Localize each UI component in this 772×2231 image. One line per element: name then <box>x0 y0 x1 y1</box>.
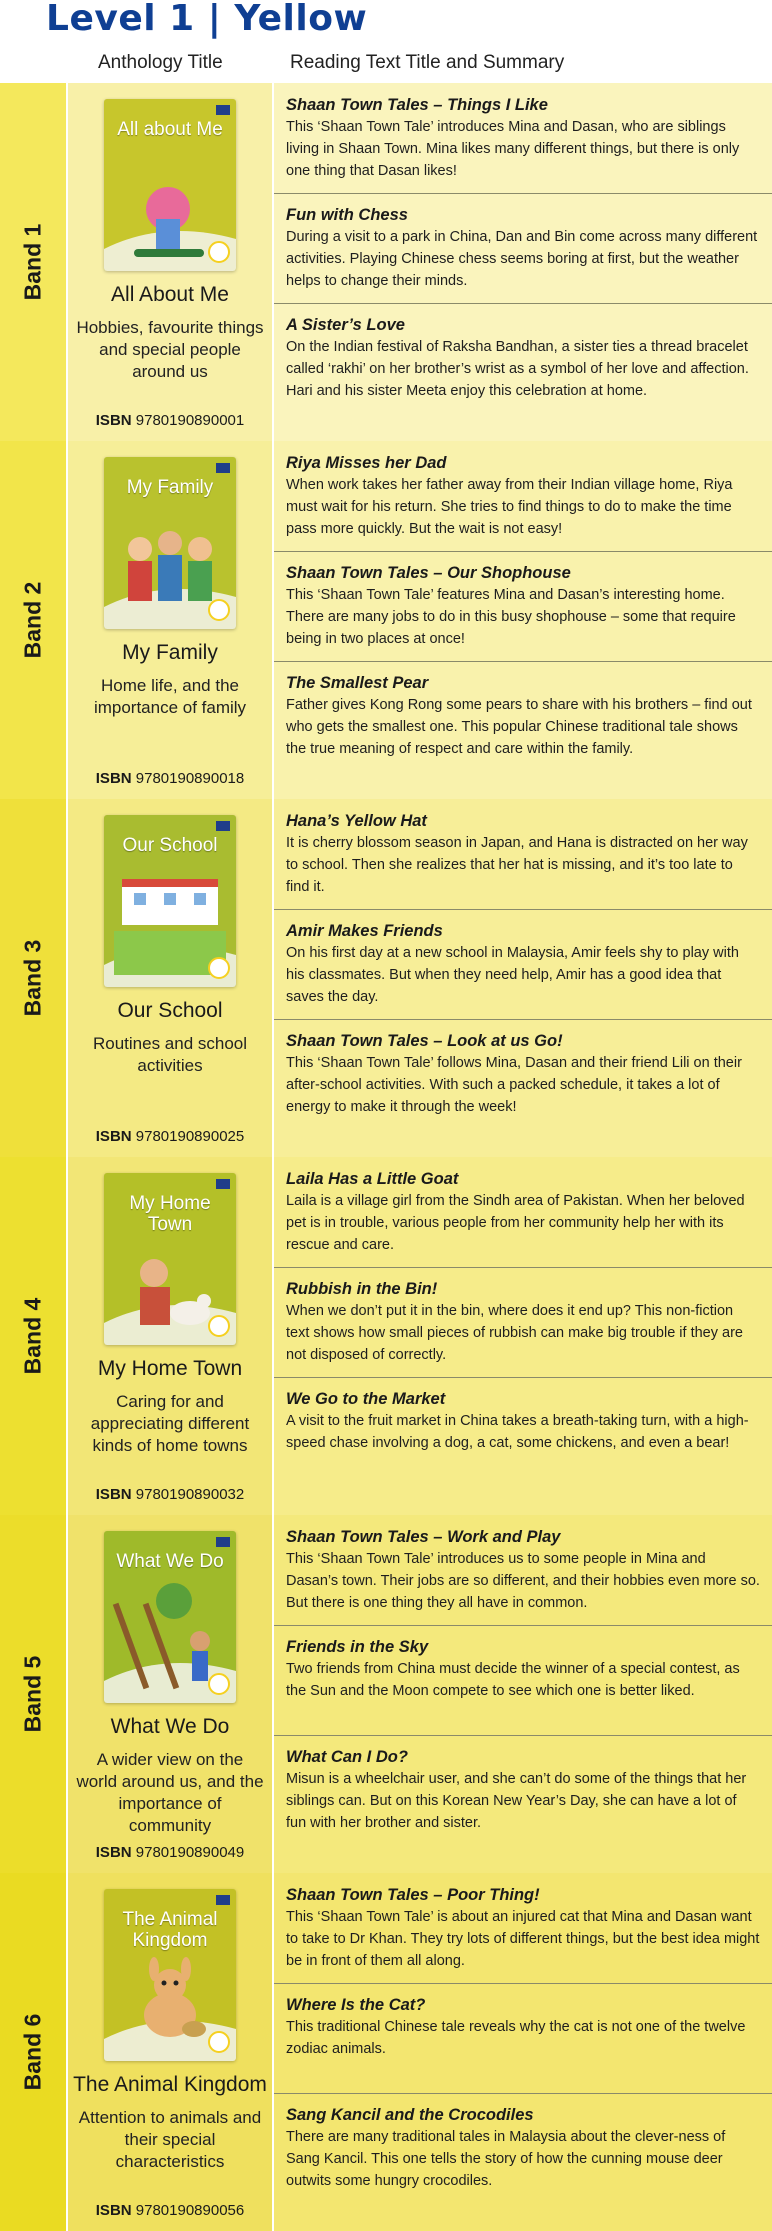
level-badge-icon <box>208 599 230 621</box>
reading-text-summary: During a visit to a park in China, Dan and Bin come across many different activities. Playing Chinese chess seems boring at first, but the weather helps to change their minds. <box>286 229 758 289</box>
publisher-logo <box>216 105 230 115</box>
divider <box>274 909 772 910</box>
divider <box>274 1019 772 1020</box>
band-label: Band 3 <box>19 939 46 1017</box>
divider <box>274 661 772 662</box>
reading-text-summary: On his first day at a new school in Malaysia, Amir feels shy to play with his classmates. But when they need help, Amir has a good idea that saves the day. <box>286 945 739 1005</box>
band-label-cell <box>0 1515 66 1873</box>
band-row <box>0 1157 772 1515</box>
reading-text-summary: Misun is a wheelchair user, and she can’t do some of the things that her siblings can. But on this Korean New Year’s Day, she can have a lot of fun with her brother and sister. <box>286 1771 747 1831</box>
anthology-cell <box>68 1157 272 1515</box>
reading-text-item <box>286 2105 760 2192</box>
reading-texts-cell <box>274 1873 772 2231</box>
level-badge-icon <box>208 957 230 979</box>
reading-text-summary: Two friends from China must decide the winner of a special contest, as the Sun and the Moon compete to see which one is better liked. <box>286 1661 740 1699</box>
anthology-description: Caring for and appreciating different kinds of home towns <box>90 1392 250 1455</box>
isbn <box>68 412 272 429</box>
column-header-reading-text: Reading Text Title and Summary <box>290 52 565 73</box>
reading-text-summary: This traditional Chinese tale reveals why the cat is not one of the twelve zodiac animals. <box>286 2019 746 2057</box>
reading-text-item <box>286 1527 760 1614</box>
reading-text-summary: This ‘Shaan Town Tale’ introduces us to some people in Mina and Dasan’s town. Their jobs are so different, and their hobbies even more so. But there is one thing they all have in common. <box>286 1551 760 1611</box>
reading-text-item <box>286 1885 760 1972</box>
reading-text-item <box>286 95 760 182</box>
cover-title: My Family <box>126 477 214 498</box>
publisher-logo <box>216 1179 230 1189</box>
reading-text-title: Rubbish in the Bin! <box>286 1280 438 1298</box>
anthology-description: Home life, and the importance of family <box>93 676 247 717</box>
reading-texts-cell <box>274 441 772 799</box>
isbn-number: 9780190890018 <box>135 770 245 787</box>
reading-text-item <box>286 673 760 760</box>
reading-text-title: Laila Has a Little Goat <box>286 1170 459 1188</box>
divider <box>274 1735 772 1736</box>
page-title: Level 1 | Yellow <box>46 0 368 39</box>
reading-texts-cell <box>274 1157 772 1515</box>
reading-text-title: Hana’s Yellow Hat <box>286 812 427 830</box>
anthology-title: Our School <box>117 999 223 1022</box>
reading-text-title: Sang Kancil and the Crocodiles <box>286 2106 534 2124</box>
reading-text-summary: This ‘Shaan Town Tale’ is about an injured cat that Mina and Dasan want to take to Dr Khan. They try lots of different things, but the best idea might be in front of them all along. <box>286 1909 760 1969</box>
reading-text-summary: Laila is a village girl from the Sindh area of Pakistan. When her beloved pet is in trouble, various people from her community help her with its rescue and care. <box>286 1193 745 1253</box>
anthology-title: My Home Town <box>97 1357 243 1380</box>
reading-text-title: Shaan Town Tales – Work and Play <box>286 1528 561 1546</box>
band-label: Band 1 <box>19 223 46 301</box>
isbn <box>68 1486 272 1503</box>
reading-text-item <box>286 1995 760 2060</box>
reading-texts-cell <box>274 83 772 441</box>
cover-title: The Animal Kingdom <box>122 1909 218 1951</box>
anthology-cell <box>68 441 272 799</box>
reading-text-summary: There are many traditional tales in Malaysia about the clever-ness of Sang Kancil. This one tells the story of how the cunning mouse deer outwits some hungry crocodiles. <box>286 2129 726 2189</box>
isbn-number: 9780190890049 <box>135 1844 245 1861</box>
publisher-logo <box>216 821 230 831</box>
cover-title: What We Do <box>116 1551 224 1572</box>
band-label: Band 5 <box>19 1655 46 1733</box>
publisher-logo <box>216 1537 230 1547</box>
reading-text-item <box>286 453 760 540</box>
band-row <box>0 799 772 1157</box>
band-row <box>0 1515 772 1873</box>
reading-text-title: What Can I Do? <box>286 1748 408 1766</box>
reading-text-title: We Go to the Market <box>286 1390 446 1408</box>
book-cover-image <box>104 1889 236 2061</box>
divider <box>274 551 772 552</box>
band-label-cell <box>0 441 66 799</box>
band-label-cell <box>0 799 66 1157</box>
divider <box>274 1983 772 1984</box>
reading-text-title: Shaan Town Tales – Look at us Go! <box>286 1032 563 1050</box>
reading-text-title: Shaan Town Tales – Our Shophouse <box>286 564 571 582</box>
anthology-cell <box>68 1515 272 1873</box>
reading-text-summary: Father gives Kong Rong some pears to share with his brothers – find out who gets the smallest one. This popular Chinese traditional tale shows the true meaning of respect and care within the family. <box>286 697 752 757</box>
book-cover-image <box>104 815 236 987</box>
reading-text-summary: On the Indian festival of Raksha Bandhan, a sister ties a thread bracelet called ‘rakhi’ on her brother’s wrist as a symbol of her love and affection. Hari and his sister Meeta enjoy this celebration at home. <box>286 339 749 399</box>
divider <box>274 1377 772 1378</box>
band-label-cell <box>0 1157 66 1515</box>
reading-text-item <box>286 1747 760 1834</box>
publisher-logo <box>216 1895 230 1905</box>
isbn-label: ISBN <box>95 412 132 429</box>
reading-text-item <box>286 1637 760 1702</box>
publisher-logo <box>216 463 230 473</box>
reading-text-summary: This ‘Shaan Town Tale’ follows Mina, Dasan and their friend Lili on their after-school activities. With such a packed schedule, it takes a lot of energy to make it through the week! <box>286 1055 742 1115</box>
band-label: Band 6 <box>19 2013 46 2091</box>
band-row <box>0 1873 772 2231</box>
reading-text-item <box>286 1031 760 1118</box>
book-cover-image <box>104 99 236 271</box>
level-badge-icon <box>208 2031 230 2053</box>
anthology-title: My Family <box>122 641 218 664</box>
level-badge-icon <box>208 241 230 263</box>
reading-text-item <box>286 205 760 292</box>
divider <box>274 303 772 304</box>
reading-text-item <box>286 811 760 898</box>
reading-text-item <box>286 563 760 650</box>
isbn-number: 9780190890056 <box>135 2202 245 2219</box>
band-row <box>0 441 772 799</box>
isbn <box>68 1844 272 1861</box>
book-cover-image <box>104 457 236 629</box>
reading-text-title: Shaan Town Tales – Poor Thing! <box>286 1886 540 1904</box>
book-cover-image <box>104 1173 236 1345</box>
reading-text-item <box>286 921 760 1008</box>
band-label: Band 4 <box>19 1297 46 1375</box>
reading-text-summary: A visit to the fruit market in China takes a breath-taking turn, with a high-speed chase involving a dog, a cat, some chickens, and even a bear! <box>286 1413 749 1451</box>
anthology-title: What We Do <box>110 1715 230 1738</box>
reading-text-summary: This ‘Shaan Town Tale’ introduces Mina and Dasan, who are siblings living in Shaan Town. Mina likes many different things, but there is only one thing that Dasan likes! <box>286 119 740 179</box>
column-header-anthology: Anthology Title <box>98 52 223 73</box>
reading-text-title: Riya Misses her Dad <box>286 454 447 472</box>
reading-text-summary: It is cherry blossom season in Japan, and Hana is distracted on her way to school. Then she realizes that her hat is missing, and it’s too late to find it. <box>286 835 748 895</box>
anthology-description: Attention to animals and their special characteristics <box>78 2108 262 2171</box>
anthology-cell <box>68 799 272 1157</box>
reading-text-summary: This ‘Shaan Town Tale’ features Mina and Dasan’s interesting home. There are many jobs to do in this busy shophouse – some that require being in two places at once! <box>286 587 736 647</box>
divider <box>274 1625 772 1626</box>
isbn <box>68 1128 272 1145</box>
reading-text-title: Amir Makes Friends <box>286 922 443 940</box>
isbn-label: ISBN <box>95 1486 132 1503</box>
divider <box>274 2093 772 2094</box>
reading-texts-cell <box>274 1515 772 1873</box>
cover-title: Our School <box>122 835 218 856</box>
band-label: Band 2 <box>19 581 46 659</box>
book-cover-image <box>104 1531 236 1703</box>
anthology-title: The Animal Kingdom <box>73 2073 267 2096</box>
isbn <box>68 2202 272 2219</box>
isbn-label: ISBN <box>95 1128 132 1145</box>
reading-text-item <box>286 315 760 402</box>
band-label-cell <box>0 1873 66 2231</box>
isbn-label: ISBN <box>95 2202 132 2219</box>
level-badge-icon <box>208 1673 230 1695</box>
isbn-number: 9780190890001 <box>135 412 245 429</box>
divider <box>274 193 772 194</box>
reading-text-title: The Smallest Pear <box>286 674 429 692</box>
reading-text-title: Friends in the Sky <box>286 1638 429 1656</box>
level-badge-icon <box>208 1315 230 1337</box>
anthology-description: Hobbies, favourite things and special people around us <box>76 318 264 381</box>
reading-texts-cell <box>274 799 772 1157</box>
isbn-label: ISBN <box>95 1844 132 1861</box>
reading-text-summary: When we don’t put it in the bin, where does it end up? This non-fiction text shows how small pieces of rubbish can make big trouble if they are not disposed of correctly. <box>286 1303 743 1363</box>
isbn-number: 9780190890032 <box>135 1486 245 1503</box>
isbn-number: 9780190890025 <box>135 1128 245 1145</box>
anthology-title: All About Me <box>111 283 229 306</box>
reading-text-title: A Sister’s Love <box>286 316 405 334</box>
reading-text-summary: When work takes her father away from their Indian village home, Riya must wait for his return. She tries to find things to do to make the time pass more quickly. But the wait is not easy! <box>286 477 733 537</box>
cover-title: My Home Town <box>129 1193 211 1235</box>
reading-text-title: Fun with Chess <box>286 206 408 224</box>
divider <box>274 1267 772 1268</box>
anthology-description: A wider view on the world around us, and the importance of community <box>76 1750 264 1835</box>
isbn <box>68 770 272 787</box>
band-label-cell <box>0 83 66 441</box>
reading-text-item <box>286 1169 760 1256</box>
anthology-cell <box>68 1873 272 2231</box>
reading-text-item <box>286 1279 760 1366</box>
reading-text-item <box>286 1389 760 1454</box>
isbn-label: ISBN <box>95 770 132 787</box>
anthology-cell <box>68 83 272 441</box>
cover-title: All about Me <box>117 119 223 140</box>
band-row <box>0 83 772 441</box>
anthology-description: Routines and school activities <box>92 1034 248 1075</box>
reading-text-title: Shaan Town Tales – Things I Like <box>286 96 548 114</box>
reading-text-title: Where Is the Cat? <box>286 1996 426 2014</box>
